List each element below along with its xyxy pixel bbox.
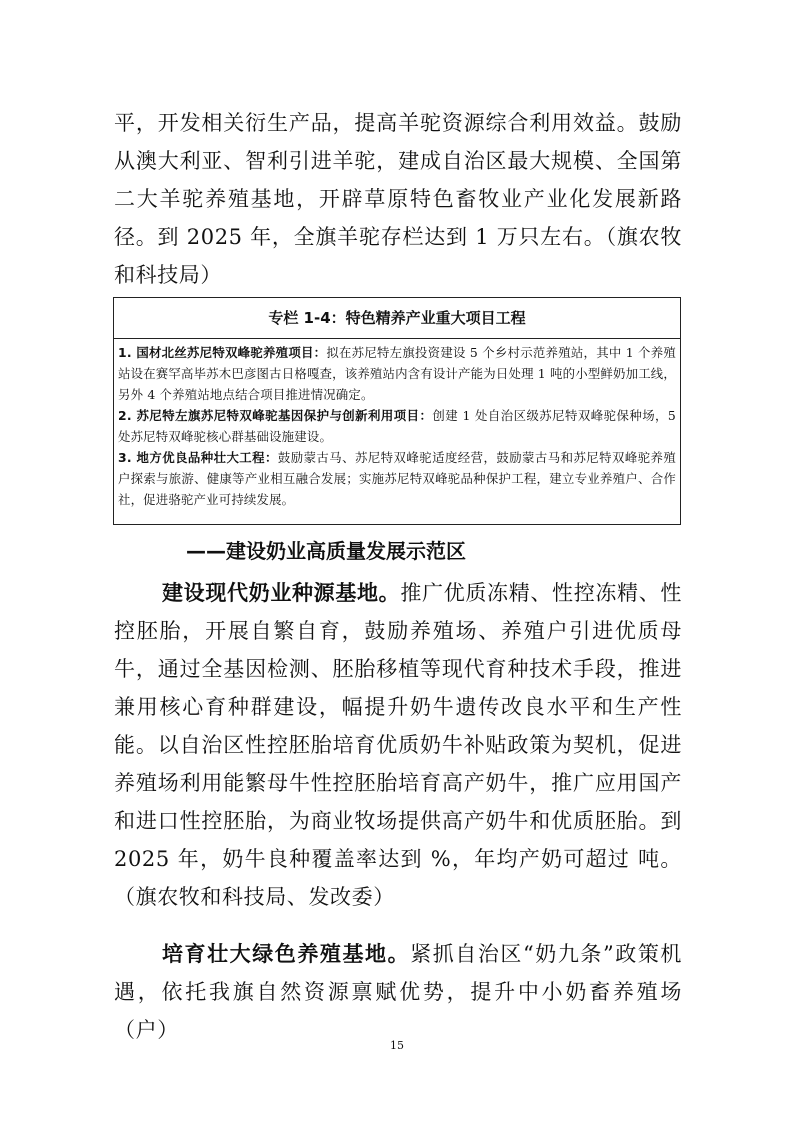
paragraph-3-text: 紧抓自治区“奶九条”政策机遇，依托我旗自然资源禀赋优势，提升中小奶畜养殖场（户）: [114, 942, 682, 1042]
project-column-box: [113, 297, 681, 525]
body-paragraph-camel-development: 平，开发相关衍生产品，提高羊驼资源综合利用效益。鼓励从澳大利亚、智利引进羊驼，建成自治区最大规模、全国第二大羊驼养殖基地，开辟草原特色畜牧业产业化发展新路径。到 2025 年，全旗羊驼存栏达到 1 万只左右。（旗农牧和科技局）: [114, 111, 682, 287]
page-number: 15: [390, 1039, 404, 1052]
body-paragraph-dairy-seed-base: [114, 574, 682, 916]
box-item-3-text: 鼓励蒙古马、苏尼特双峰驼适度经营，鼓励蒙古马和苏尼特双峰驼养殖户探索与旅游、健康等产业相互融合发展；实施苏尼特双峰驼品种保护工程，建立专业养殖户、合作社，促进骆驼产业可持续发展。: [118, 450, 676, 507]
box-item-2: [118, 405, 676, 447]
box-title: 专栏 1-4：特色精养产业重大项目工程: [114, 298, 680, 339]
box-item-3-lead: 3. 地方优良品种壮大工程：: [118, 450, 278, 465]
box-item-3: [118, 447, 676, 510]
paragraph-2-lead: 建设现代奶业种源基地。: [162, 581, 401, 605]
box-item-1-text: 拟在苏尼特左旗投资建设 5 个乡村示范养殖站，其中 1 个养殖站设在赛罕高毕苏木巴彦图古日格嘎查，该养殖站内含有设计产能为日处理 1 吨的小型鲜奶加工线，另外 4 个养殖站地点结合项目推进情况确定。: [118, 345, 676, 402]
box-body: [114, 339, 680, 510]
box-item-2-lead: 2. 苏尼特左旗苏尼特双峰驼基因保护与创新利用项目：: [118, 408, 433, 423]
box-item-2-text: 创建 1 处自治区级苏尼特双峰驼保种场，5 处苏尼特双峰驼核心群基础设施建设。: [118, 408, 677, 444]
box-item-1: [118, 342, 676, 405]
paragraph-3-lead: 培育壮大绿色养殖基地。: [162, 942, 411, 966]
paragraph-2-text: 推广优质冻精、性控冻精、性控胚胎，开展自繁自育，鼓励养殖场、养殖户引进优质母牛，通过全基因检测、胚胎移植等现代育种技术手段，推进兼用核心育种群建设，幅提升奶牛遗传改良水平和生产性能。以自治区性控胚胎培育优质奶牛补贴政策为契机，促进养殖场利用能繁母牛性控胚胎培育高产奶牛，推广应用国产和进口性控胚胎，为商业牧场提供高产奶牛和优质胚胎。到 2025 年，奶牛良种覆盖率达到 %，年均产奶可超过 吨。（旗农牧和科技局、发改委）: [114, 581, 682, 909]
box-item-1-lead: 1. 国材北丝苏尼特双峰驼养殖项目：: [118, 345, 327, 360]
section-heading: ——建设奶业高质量发展示范区: [186, 539, 466, 563]
body-paragraph-green-breeding-base: [114, 935, 682, 1049]
